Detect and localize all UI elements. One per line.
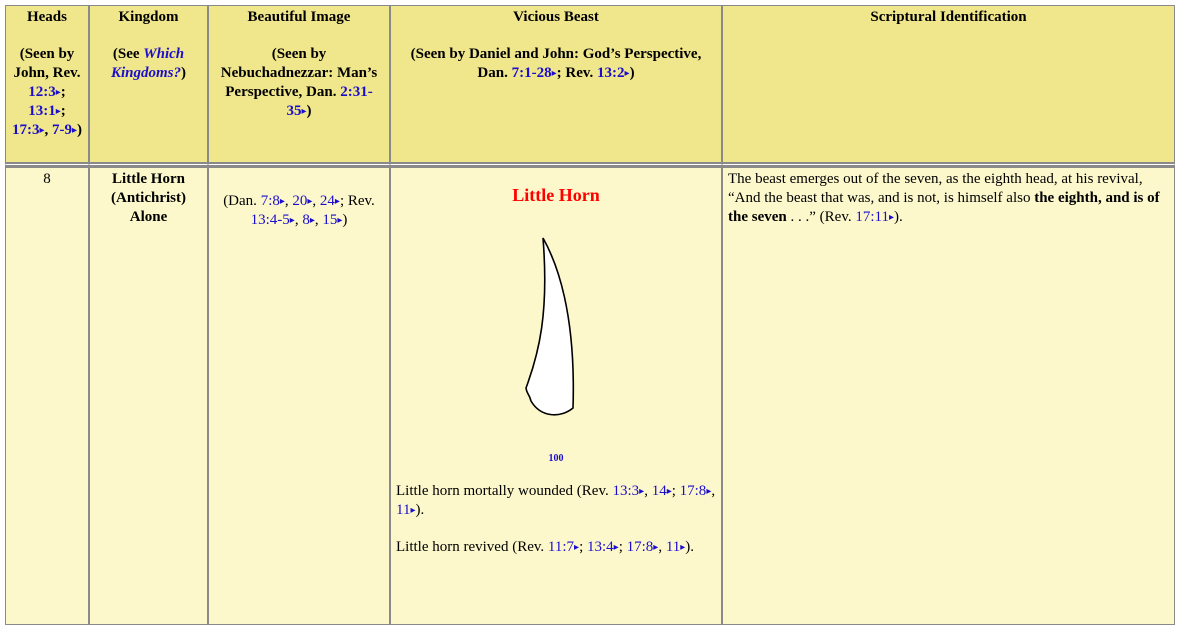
header-beast: Vicious Beast (Seen by Daniel and John: God’s Perspective, Dan. 7:1-28▸; Rev. 13:2▸)	[390, 5, 722, 163]
table-row	[5, 167, 1175, 625]
image-caption[interactable]: 100	[548, 453, 564, 464]
header-heads-sub: (Seen by John, Rev.	[13, 46, 81, 81]
ref-link-24[interactable]: 24▸	[319, 193, 340, 209]
ref-link-13-4-5[interactable]: 13:4-5▸	[250, 212, 295, 228]
ref-link-11b[interactable]: 11▸	[665, 539, 686, 555]
header-kingdom-title: Kingdom	[118, 9, 179, 25]
header-scripture	[722, 5, 1175, 163]
ref-link-14[interactable]: 14▸	[651, 483, 672, 499]
cell-image: (Dan. 7:8▸, 20▸, 24▸; Rev. 13:4-5▸, 8▸, 15▸)	[208, 167, 390, 625]
scripture-text: The beast emerges out of the seven, as the eighth head, at his revival, “And the beast that was, and is not, is himself also the eighth, and is of the seven . . .” (Rev. 17:11▸).	[728, 171, 1160, 225]
ref-link-12-3[interactable]: 12:3▸	[28, 84, 61, 100]
header-beast-title: Vicious Beast	[513, 9, 599, 25]
cell-kingdom: Little Horn (Antichrist) Alone	[89, 167, 208, 625]
cell-scripture	[722, 167, 1175, 625]
header-scripture-title: Scriptural Identification	[870, 9, 1027, 25]
ref-link-2-31[interactable]: 2:31-35▸	[286, 84, 373, 119]
header-heads: Heads (Seen by John, Rev. 12:3▸; 13:1▸; 17:3▸, 7-9▸)	[5, 5, 89, 163]
little-horn-title: Little Horn	[512, 185, 600, 205]
header-heads-title: Heads	[26, 9, 67, 25]
ref-link-13-2[interactable]: 13:2▸	[597, 65, 630, 81]
header-row	[5, 5, 1175, 163]
ref-link-7-1[interactable]: 7:1-28▸	[511, 65, 557, 81]
header-image: Beautiful Image (Seen by Nebuchadnezzar: Man’s Perspective, Dan. 2:31-35▸)	[208, 5, 390, 163]
ref-link-11[interactable]: 11▸	[396, 502, 416, 518]
ref-link-13-4[interactable]: 13:4▸	[586, 539, 619, 555]
which-kingdoms-link[interactable]: Which Kingdoms?	[110, 46, 185, 81]
ref-link-20[interactable]: 20▸	[292, 193, 313, 209]
ref-link-17-8b[interactable]: 17:8▸	[626, 539, 659, 555]
little-horn-image	[521, 233, 591, 423]
ref-link-7-9[interactable]: 7-9▸	[52, 122, 78, 138]
ref-link-7-8[interactable]: 7:8▸	[260, 193, 285, 209]
cell-beast	[390, 167, 722, 625]
ref-link-17-3[interactable]: 17:3▸	[11, 122, 45, 138]
prophecy-table	[5, 5, 1175, 625]
ref-link-17-8[interactable]: 17:8▸	[679, 483, 712, 499]
header-image-title: Beautiful Image	[247, 9, 351, 25]
beast-wounded-text: Little horn mortally wounded (Rev. 13:3▸, 14▸; 17:8▸, 11▸).	[396, 483, 716, 518]
cell-head-number: 8	[5, 167, 89, 625]
ref-link-15[interactable]: 15▸	[322, 212, 343, 228]
beast-revived-text: Little horn revived (Rev. 11:7▸; 13:4▸; 17:8▸, 11▸).	[396, 539, 695, 555]
ref-link-17-11[interactable]: 17:11▸	[855, 209, 894, 225]
ref-link-8[interactable]: 8▸	[302, 212, 315, 228]
ref-link-11-7[interactable]: 11:7▸	[547, 539, 580, 555]
header-kingdom: Kingdom (See Which Kingdoms?)	[89, 5, 208, 163]
ref-link-13-3[interactable]: 13:3▸	[612, 483, 645, 499]
ref-link-13-1[interactable]: 13:1▸	[28, 103, 61, 119]
